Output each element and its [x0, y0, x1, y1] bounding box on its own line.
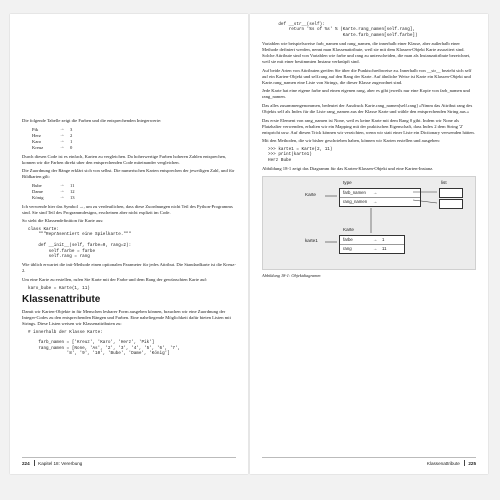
paragraph: Damit wir Karten-Objekte in für Menschen lesbarer Form ausgeben können, brauchen wir eine Zuordnung der Integer-Codes zu den entsprechenden Rängen und Farben. Eine naheliegende Möglichkeit dafür bieten Listen mit Strings. Diese Listen weisen wir Klassenattributen zu:	[22, 309, 231, 326]
arrow-icon: →	[372, 237, 378, 242]
page-number: 224	[22, 460, 30, 466]
rank-name: König	[32, 194, 44, 200]
attr-key: farb_namen	[343, 190, 366, 195]
connector-arrow	[413, 200, 437, 203]
paragraph: Auf beide Arten von Attributen greifen Sie über die Punktschreibweise zu. Innerhalb von __str__ bezieht sich self auf ein Karten-Objekt und self.rang auf den Rang der Karte. Auf ähnliche Weise ist Karte ein Klassen-Objekt und Karte.rang_namen eine Liste von Strings, die dieser Klasse zugeordnet sind.	[262, 67, 472, 85]
paragraph: Jede Karte hat eine eigene farbe und einen eigenen rang, aber es gibt jeweils nur eine Kopie von farb_namen und rang_namen.	[262, 88, 470, 100]
paragraph: Ich verwende hier das Symbol →, um zu verdeutlichen, dass diese Zuordnungen nicht Teil des Python-Programms sind. Sie sind Teil des Programmdesigns, erscheinen aber nicht explizit im Code.	[22, 203, 233, 215]
paragraph: Durch diesen Code ist es einfach, Karten zu vergleichen. Da hoherwertige Farben hoheren Zahlen entsprechen, konnen wir die Farben direkt uber den entsprechenden Code miteinander vergleichen.	[22, 153, 227, 165]
paragraph: Um eine Karte zu erstellen, rufen Sie Karte mit der Farbe und dem Rang der gewünschten Karte auf:	[22, 277, 208, 282]
color-value: 3	[70, 126, 73, 132]
color-name: Karo	[32, 138, 42, 144]
paragraph: So sieht die Klassendefinition für Karte aus:	[22, 218, 104, 224]
color-name: Pik	[32, 126, 39, 132]
rank-value: 11	[70, 182, 75, 188]
section-heading: Klassenattribute	[22, 294, 101, 305]
color-value: 0	[70, 144, 73, 150]
footer-divider	[34, 460, 35, 466]
color-value: 1	[70, 138, 73, 144]
arrow-icon: →	[59, 188, 65, 194]
figure-caption: Abbildung 18-1: Objektdiagramm	[262, 273, 321, 278]
code-block: karo_bube = Karte(1, 11)	[28, 285, 90, 291]
attr-value: 1	[382, 237, 385, 242]
class-label: Karte	[305, 192, 316, 197]
list-label: list	[441, 180, 447, 185]
arrow-icon: →	[59, 132, 65, 138]
right-page	[250, 14, 488, 474]
arrow-icon: →	[372, 199, 378, 204]
paragraph: Die folgende Tabelle zeigt die Farben und die entsprechenden Integerwerte:	[22, 118, 162, 123]
code-block: # innerhalb der Klasse Karte: farb_namen = ['Kreuz', 'Karo', 'Herz', 'Pik'] rang_namen = [None, 'As', '2', '3', '4', '5', '6', '7', '8', '9', '10', 'Bube', 'Dame', 'König']	[28, 329, 181, 357]
paragraph: Die Zuordnung der Ränge erklärt sich von selbst. Die numerischen Karten entsprechen der jeweiligen Zahl, und für Bildkarten gilt:	[22, 168, 235, 180]
color-name: Herz	[32, 132, 41, 138]
arrow-icon: →	[372, 190, 378, 195]
paragraph: Mit den Methoden, die wir bisher geschrieben haben, können wir Karten erstellen und ausgeben:	[262, 138, 440, 144]
arrow-icon: →	[59, 194, 65, 200]
right-page-footer	[262, 457, 476, 466]
rank-mapping-table	[32, 183, 236, 201]
attr-key: rang_namen	[343, 199, 368, 204]
rank-name: Dame	[32, 188, 43, 194]
right-page-body	[262, 22, 476, 278]
diagram-connectors	[263, 177, 477, 269]
chapter-title: Kapitel 18: Vererbung	[38, 460, 83, 466]
color-mapping-table	[32, 127, 236, 151]
paragraph: Das erste Element von rang_namen ist None, weil es keine Karte mit dem Rang 0 gibt. Indem wir None als Platzhalter verwenden, erhalten wir ein Mapping mit der praktischen Eigenschaft, dass Index 2 dem String '2' entspricht usw. Auf diesen Trick können wir verzichten, wenn wir statt einer Liste ein Dictionary verwenden hätten.	[262, 117, 475, 135]
arrow-icon: →	[59, 138, 65, 144]
rank-name: Bube	[32, 182, 42, 188]
arrow-icon: →	[59, 182, 65, 188]
color-value: 2	[70, 132, 73, 138]
code-block: class Karte: """Repräsentiert eine Spielkarte.""" def __init__(self, farbe=0, rang=2): self.farbe = farbe self.rang = rang	[28, 226, 132, 259]
left-page	[10, 14, 248, 474]
instance-label: karte1	[305, 238, 318, 243]
left-page-body	[22, 118, 236, 360]
footer-divider	[464, 460, 465, 466]
color-name: Kreuz	[32, 144, 44, 150]
attr-value: 11	[382, 246, 387, 251]
code-block: def __str__(self): return '%s of %s' % (Karte.rang_namen[self.rang], Karte.farb_namen[self.farbe])	[278, 22, 418, 38]
section-title: Klassenattribute	[426, 460, 460, 466]
arrow-icon: →	[59, 126, 65, 132]
paragraph: Das alles zusammengenommen, bedeutet der Ausdruck Karte.rang_namen[self.rang] »Nimm das Attribut rang des Objekts self als Index für die Liste rang_namen aus der Klasse Karte und wähle den entsprechenden String aus.«	[262, 103, 473, 114]
object-diagram	[262, 176, 476, 270]
attr-key: rang	[343, 246, 352, 251]
attr-key: farbe	[343, 237, 353, 242]
type-label: type	[343, 180, 352, 185]
left-page-footer	[22, 457, 236, 466]
code-block: >>> karte1 = Karte(2, 11) >>> print(karte1) Herz Bube	[268, 146, 333, 163]
instance-type-label: Karte	[343, 227, 354, 232]
rank-value: 13	[70, 194, 75, 200]
arrow-icon: →	[59, 144, 65, 150]
paragraph: Abbildung 18-1 zeigt das Diagramm für das Karten-Klassen-Objekt und eine Karten-Instanz.	[262, 166, 434, 171]
paragraph: Wie üblich erwartet die init-Methode einen optionalen Parameter für jedes Attribut. Die Standardkarte ist die Kreuz-2.	[22, 262, 236, 274]
arrow-icon: →	[372, 246, 378, 251]
page-number: 225	[468, 460, 476, 466]
paragraph: Variablen wie beispielsweise farb_namen und rang_namen, die innerhalb einer Klasse, aber außerhalb einer Methode definiert werden, nennt man Klassenattribute, weil sie mit dem Klassen-Objekt Karte assoziiert sind. Solche Attribute sind von Variablen wie farbe und rang zu unterscheiden, die man als Instanzattribute bezeichnet, weil sie mit einer bestimmten Instanz verknüpft sind.	[262, 41, 471, 65]
rank-value: 12	[70, 188, 75, 194]
